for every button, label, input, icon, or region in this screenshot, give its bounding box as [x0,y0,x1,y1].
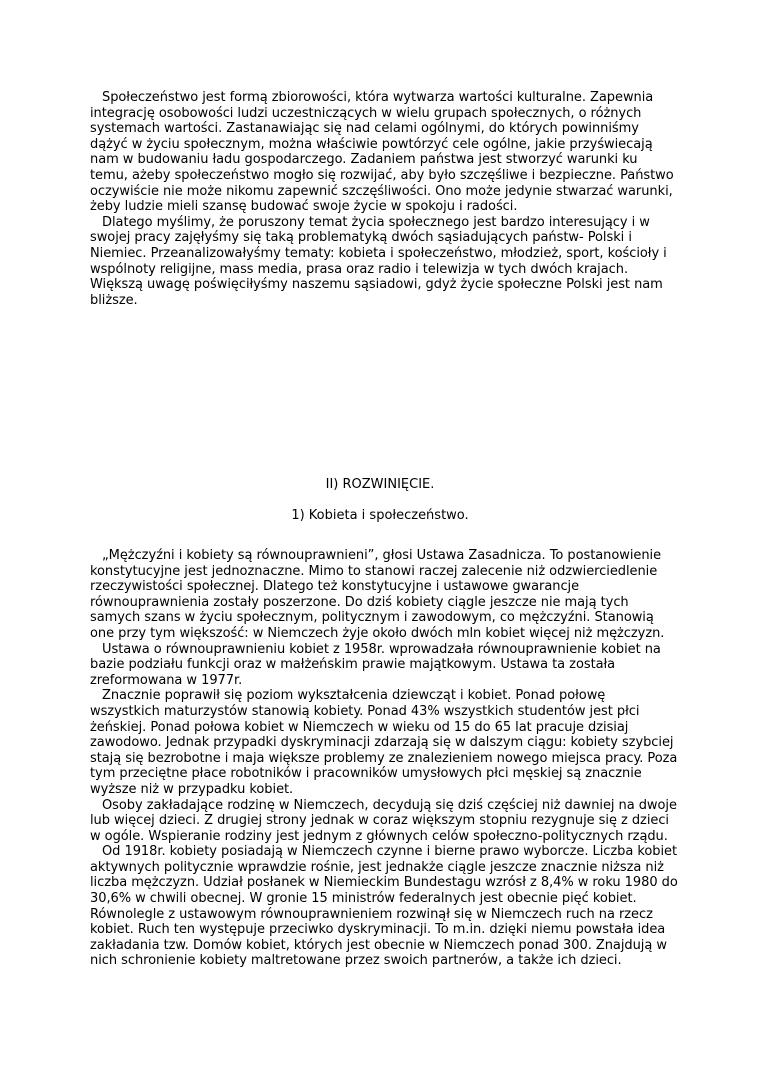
body-paragraph: Od 1918r. kobiety posiadają w Niemczech czynne i bierne prawo wyborcze. Liczba kobiet aktywnych politycznie wprawdzie rośnie, jest jednakże ciągle jeszcze znacznie niższa niż liczba mężczyzn. Udział posłanek w Niemieckim Bundestagu wzrósł z 8,4% w roku 1980 do 30,6% w chwili obecnej. W gronie 15 ministrów federalnych jest obecnie pięć kobiet. Równolegle z ustawowym równouprawnieniem rozwinął się w Niemczech ruch na rzecz kobiet. Ruch ten występuje przeciwko dyskryminacji. To m.in. dzięki niemu powstała idea zakładania tzw. Domów kobiet, których jest obecnie w Niemczech ponad 300. Znajdują w nich schronienie kobiety maltretowane przez swoich partnerów, a także ich dzieci. [90,844,678,969]
section-heading: II) ROZWINIĘCIE. [325,477,435,492]
body-paragraph: „Mężczyźni i kobiety są równouprawnieni”, głosi Ustawa Zasadnicza. To postanowienie konstytucyjne jest jednoznaczne. Mimo to stanowi raczej zalecenie niż odzwierciedlenie rzeczywistości społecznej. Dlatego też konstytucyjne i ustawowe gwarancje równouprawnienia zostały poszerzone. Do dziś kobiety ciągle jeszcze nie mają tych samych szans w życiu społecznym, politycznym i zawodowym, co mężczyźni. Stanowią one przy tym większość: w Niemczech żyje około dwóch mln kobiet więcej niż mężczyzn. [90,548,665,641]
body-paragraph: Ustawa o równouprawnieniu kobiet z 1958r. wprowadzała równouprawnienie kobiet na bazie podziału funkcji oraz w małżeńskim prawie majątkowym. Ustawa ta została zreformowana w 1977r. [90,641,661,688]
section-subheading: 1) Kobieta i społeczeństwo. [291,508,469,523]
body-paragraph: Znacznie poprawił się poziom wykształcenia dziewcząt i kobiet. Ponad połowę wszystkich maturzystów stanowią kobiety. Ponad 43% wszystkich studentów jest płci żeńskiej. Ponad połowa kobiet w Niemczech w wieku od 15 do 65 lat pracuje dzisiaj zawodowo. Jednak przypadki dyskryminacji zdarzają się w dalszym ciągu: kobiety szybciej stają się bezrobotne i maja większe problemy ze znalezieniem nowego miejsca pracy. Poza tym przeciętne płace robotników i pracowników umysłowych płci męskiej są znacznie wyższe niż w przypadku kobiet. [90,688,678,797]
body-section [90,548,678,969]
body-paragraph: Osoby zakładające rodzinę w Niemczech, decydują się dziś częściej niż dawniej na dwoje lub więcej dzieci. Z drugiej strony jednak w coraz większym stopniu rezygnuje się z dzieci w ogóle. Wspieranie rodziny jest jednym z głównych celów społeczno-politycznych rządu. [90,797,677,844]
intro-paragraph: Społeczeństwo jest formą zbiorowości, która wytwarza wartości kulturalne. Zapewnia integrację osobowości ludzi uczestniczących w wielu grupach społecznych, o różnych systemach wartości. Zastanawiając się nad celami ogólnymi, do których powinniśmy dążyć w życiu społecznym, można właściwie powtórzyć cele ogólne, jakie przyświecają nam w budowaniu ładu gospodarczego. Zadaniem państwa jest stworzyć warunki ku temu, ażeby społeczeństwo mogło się rozwijać, aby było szczęśliwe i bezpieczne. Państwo oczywiście nie może nikomu zapewnić szczęśliwości. Ono może jedynie stwarzać warunki, żeby ludzie mieli szansę budować swoje życie w spokoju i radości. [90,90,674,215]
intro-section [90,90,678,308]
intro-paragraph: Dlatego myślimy, że poruszony temat życia społecznego jest bardzo interesujący i w swojej pracy zajęłyśmy się taką problematyką dwóch sąsiadujących państw- Polski i Niemiec. Przeanalizowałyśmy tematy: kobieta i społeczeństwo, młodzież, sport, kościoły i wspólnoty religijne, mass media, prasa oraz radio i telewizja w tych dwóch krajach. Większą uwagę poświęciłyśmy naszemu sąsiadowi, gdyż życie społeczne Polski jest nam bliższe. [90,214,667,308]
